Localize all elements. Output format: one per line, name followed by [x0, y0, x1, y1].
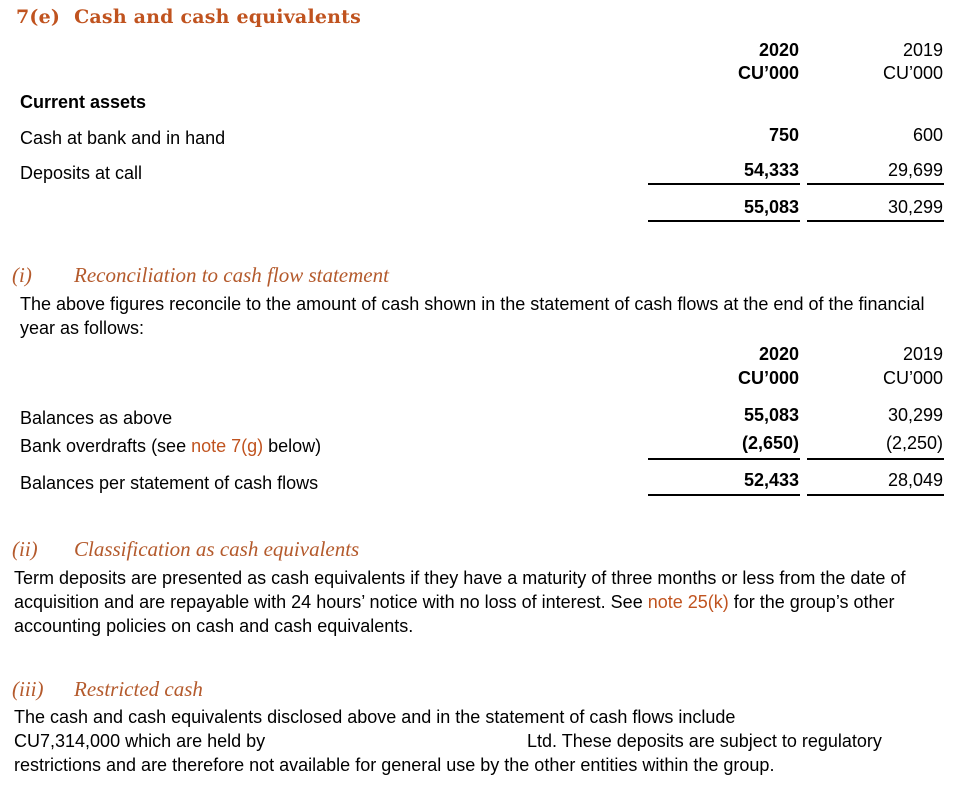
- row-label-balances-as-above: Balances as above: [20, 408, 173, 428]
- row-label-cash-at-bank: Cash at bank and in hand: [20, 128, 226, 148]
- total-rule-2020: [648, 494, 800, 496]
- subheading-number: (ii): [12, 537, 38, 561]
- restricted-line-2-end: Ltd. These deposits are subject to regulatory: [527, 731, 882, 751]
- classification-paragraph: [14, 566, 949, 638]
- subheading-number: (i): [12, 263, 32, 287]
- group-label-current-assets: Current assets: [20, 92, 147, 112]
- row-label-balances-per-statement: Balances per statement of cash flows: [20, 473, 319, 493]
- row-value-2019: 29,699: [887, 160, 943, 180]
- restricted-line-1: The cash and cash equivalents disclosed above and in the statement of cash flows include: [14, 707, 736, 727]
- paragraph-text: Term deposits are presented as cash equivalents if they have a maturity of three months or less from the date of acquisition and are repayable with 24 hours’ notice with no loss of interest. See: [14, 568, 906, 612]
- subheading-text: Reconciliation to cash flow statement: [74, 263, 389, 287]
- table2-header-2020-year: 2020: [758, 344, 799, 364]
- row-value-2020: 54,333: [743, 160, 799, 180]
- row-value-2019: (2,250): [885, 433, 943, 453]
- table2-header-2020-unit: CU’000: [737, 368, 799, 388]
- section-title-text: Cash and cash equivalents: [74, 6, 362, 28]
- total-value-2020: 55,083: [743, 197, 799, 217]
- row-value-2020: (2,650): [741, 433, 799, 453]
- table2-header-2019-year: 2019: [902, 344, 943, 364]
- restricted-line-3: restrictions and are therefore not available for general use by the other entities within the group.: [14, 755, 775, 775]
- table1-header-2020-year: 2020: [758, 40, 799, 60]
- subheading-classification: [12, 537, 359, 562]
- subheading-restricted-cash: [12, 677, 203, 702]
- row-value-2020: 55,083: [743, 405, 799, 425]
- subheading-reconciliation: [12, 263, 389, 288]
- table2-header-2019-unit: CU’000: [882, 368, 943, 388]
- row-value-2019: 30,299: [887, 405, 943, 425]
- subtotal-rule-2020: [648, 458, 800, 460]
- label-text: Bank overdrafts (see: [20, 436, 192, 456]
- subheading-number: (iii): [12, 677, 44, 701]
- row-label-deposits-at-call: Deposits at call: [20, 163, 143, 183]
- label-text: below): [263, 436, 322, 456]
- total-value-2019: 28,049: [887, 470, 943, 490]
- total-value-2020: 52,433: [743, 470, 799, 490]
- paragraph-text: for the group’s other accounting policies on cash and cash equivalents.: [14, 592, 895, 636]
- total-rule-2019: [807, 220, 944, 222]
- total-value-2019: 30,299: [887, 197, 943, 217]
- subheading-text: Restricted cash: [74, 677, 203, 701]
- reconciliation-intro: The above figures reconcile to the amount of cash shown in the statement of cash flows at the end of the financial year as follows:: [20, 294, 925, 338]
- subtotal-rule-2019: [807, 183, 944, 185]
- row-value-2020: 750: [768, 125, 799, 145]
- section-number: 7(e): [16, 6, 61, 28]
- table1-header-2020-unit: CU’000: [737, 63, 799, 83]
- total-rule-2019: [807, 494, 944, 496]
- subheading-text: Classification as cash equivalents: [74, 537, 360, 561]
- section-title: [16, 6, 361, 28]
- subtotal-rule-2019: [807, 458, 944, 460]
- note-25k-link[interactable]: note 25(k): [647, 592, 729, 612]
- row-value-2019: 600: [912, 125, 943, 145]
- table1-header-2019-year: 2019: [902, 40, 943, 60]
- total-rule-2020: [648, 220, 800, 222]
- table1-header-2019-unit: CU’000: [882, 63, 943, 83]
- restricted-line-2-start: CU7,314,000 which are held by: [14, 731, 266, 751]
- subtotal-rule-2020: [648, 183, 800, 185]
- row-label-bank-overdrafts: [20, 436, 321, 457]
- note-7g-link[interactable]: note 7(g): [191, 436, 264, 456]
